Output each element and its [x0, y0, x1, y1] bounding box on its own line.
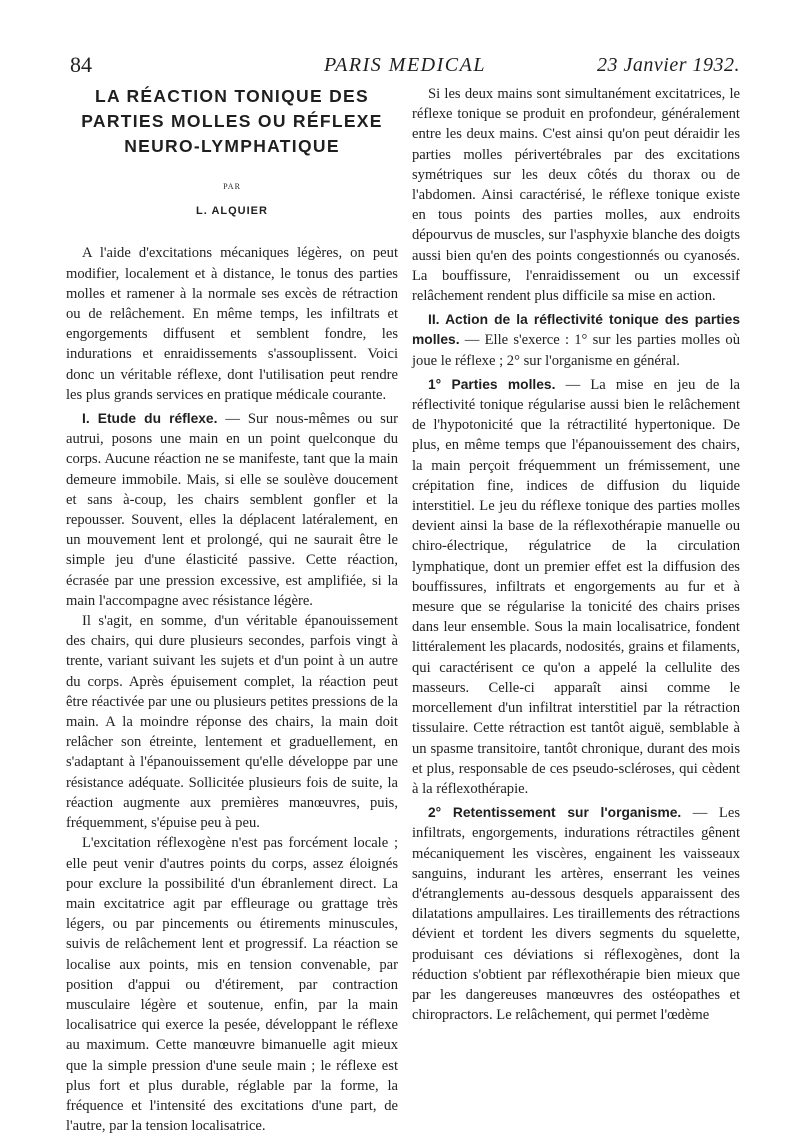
article-title: LA RÉACTION TONIQUE DES PARTIES MOLLES OU RÉFLEXE NEURO-LYMPHATIQUE	[81, 86, 383, 156]
section-1-paragraph-4: Si les deux mains sont simultanément excitatrices, le réflexe tonique se produit en profondeur, généralement entre les deux mains. C'est ainsi qu'on peut déraidir les parties molles périvertébrales par des excitations symétriques sur les deux côtés du thorax ou de l'abdomen. Ainsi caractérisé, le réflexe tonique existe en tous points des parties molles, aux endroits dépourvus de muscles, sur l'asphyxie blanche des doigts aussi bien qu'en des points congestionnés ou cyanosés. La bouffissure, l'enraidissement ou un excessif relâchement rendent plus difficile sa mise en action.	[412, 86, 740, 305]
section-1-paragraph-3: L'excitation réflexogène n'est pas forcément locale ; elle peut venir d'autres points du corps, assez éloignés pour exclure la possibilité d'un ébranlement direct. La main excitatrice agit par effleurage ou grattage très légers, ou par pincements ou étirements minuscules, suivis de relâchement lent et progressif. La réaction se localise aux points, mis en tension convenable, par position d'appui ou d'étirement, par contraction musculaire légère et soutenue, enfin, par la main localisatrice qui exerce la pesée, développant le réflexe au maximum. Cette manœuvre bimanuelle agit mieux que la simple pression d'une seule main ; le réflexe est plus fort et plus durable, réglable par la forme, la fréquence et l'intensité des excitations d'une part, de l'autre, par la tension localisatrice.	[66, 835, 398, 1135]
section-2b-text: — Les infiltrats, engorgements, indurations rétractiles gênent mécaniquement les viscères, engainent les vaisseaux sanguins, indurant les artères, enserrant les veines d'étranglements au-dessous desquels apparaissent des dilatations ampullaires. Les tiraillements des rétractions dévient et tordent les divers segments du squelette, produisant ces déviations si réflexogènes, dont la réduction s'obtient par réflexothérapie bien mieux que par les dangereuses manœuvres des ostéopathes et chiropractors. Le relâchement, qui permet l'œdème	[412, 805, 741, 1024]
section-1-heading: I. Etude du réflexe.	[82, 411, 218, 427]
section-2-paragraph-1	[412, 310, 740, 371]
left-column	[66, 84, 398, 1136]
intro-paragraph: A l'aide d'excitations mécaniques légères, on peut modifier, localement et à distance, le tonus des parties molles et ramener à la normale ses excès de rétraction ou de relâchement. En même temps, les infiltrats et engorgements diffusent et semblent fondre, les indurations et enraidissements s'assouplissent. Voici donc un véritable réflexe, dont l'utilisation peut rendre les plus grands services en pratique médicale courante.	[66, 245, 398, 403]
section-2a-heading: 1° Parties molles.	[428, 376, 556, 392]
byline-par: PAR	[223, 182, 241, 191]
section-2-text-1: — Elle s'exerce : 1° sur les parties molles où joue le réflexe ; 2° sur l'organisme en général.	[412, 332, 740, 369]
issue-date: 23 Janvier 1932.	[597, 54, 740, 76]
right-column	[412, 84, 740, 1025]
journal-title: PARIS MEDICAL	[324, 54, 486, 76]
section-2b-heading: 2° Retentissement sur l'organisme.	[428, 805, 682, 821]
page-header	[70, 52, 740, 80]
section-2b-paragraph	[412, 803, 740, 1025]
page-number: 84	[70, 52, 92, 77]
section-1-paragraph-2: Il s'agit, en somme, d'un véritable épanouissement des chairs, qui dure plusieurs secondes, parfois vingt à trente, variant suivant les sujets et d'un point à un autre du corps. Après épuisement complet, la réaction peut être réactivée par une ou plusieurs petites pressions de la main. A la moindre réponse des chairs, la main doit relâcher son étreinte, lentement et graduellement, en s'adaptant à l'épanouissement qu'elle développe par une résistance adéquate. Sollicitée plusieurs fois de suite, la réaction augmente aux premières manœuvres, puis, fréquemment, s'épuise peu à peu.	[66, 613, 398, 832]
section-1-paragraph-1	[66, 409, 398, 611]
section-1-text-1: — Sur nous-mêmes ou sur autrui, posons une main en un point quelconque du corps. Aucune réaction ne se manifeste, tant que la main demeure immobile. Mais, si elle se soulève doucement et sans à-coup, les chairs semblent gonfler et la repousser. Souvent, elles la déplacent latéralement, en un mouvement lent et prolongé, qui ne saurait être le simple jeu d'une élasticité passive. Cette réaction, écrasée par une pression excessive, est amplifiée, si la main l'accompagne avec résistance légère.	[66, 411, 399, 609]
section-2-heading: II. Action de la réflectivité tonique des parties molles.	[412, 312, 740, 348]
section-2a-text: — La mise en jeu de la réflectivité tonique régularise aussi bien le relâchement de l'hypotonicité que la rétractilité hypertonique. De plus, en même temps que l'épanouissement des chairs, la main perçoit fréquemment un frémissement, une crépitation fine, indices de diffusion du liquide interstitiel. Le jeu du réflexe tonique des parties molles devient ainsi la base de la réflexothérapie manuelle ou chiro-électrique, régulatrice de la circulation lymphatique, dont un premier effet est la diffusion des bouffissures, infiltrats et engorgements au fur et à mesure que se régularise la tonicité des chairs prises dans leur ensemble. Sous la main localisatrice, fondent littéralement les placards, nodosités, grains et filaments, qui caractérisent ce qu'on a appelé la cellulite des masseurs. Celle-ci apparaît ainsi comme le morcellement d'un infiltrat interstitiel par la rétraction tissulaire. Cette rétraction est tantôt aiguë, semblable à un spasme transitoire, tantôt chronique, durant des mois et plus, responsable de ces pseudo-scléroses, qui cèdent à la réflexothérapie.	[412, 376, 740, 797]
section-2a-paragraph	[412, 375, 740, 799]
author-name: L. ALQUIER	[196, 205, 268, 218]
